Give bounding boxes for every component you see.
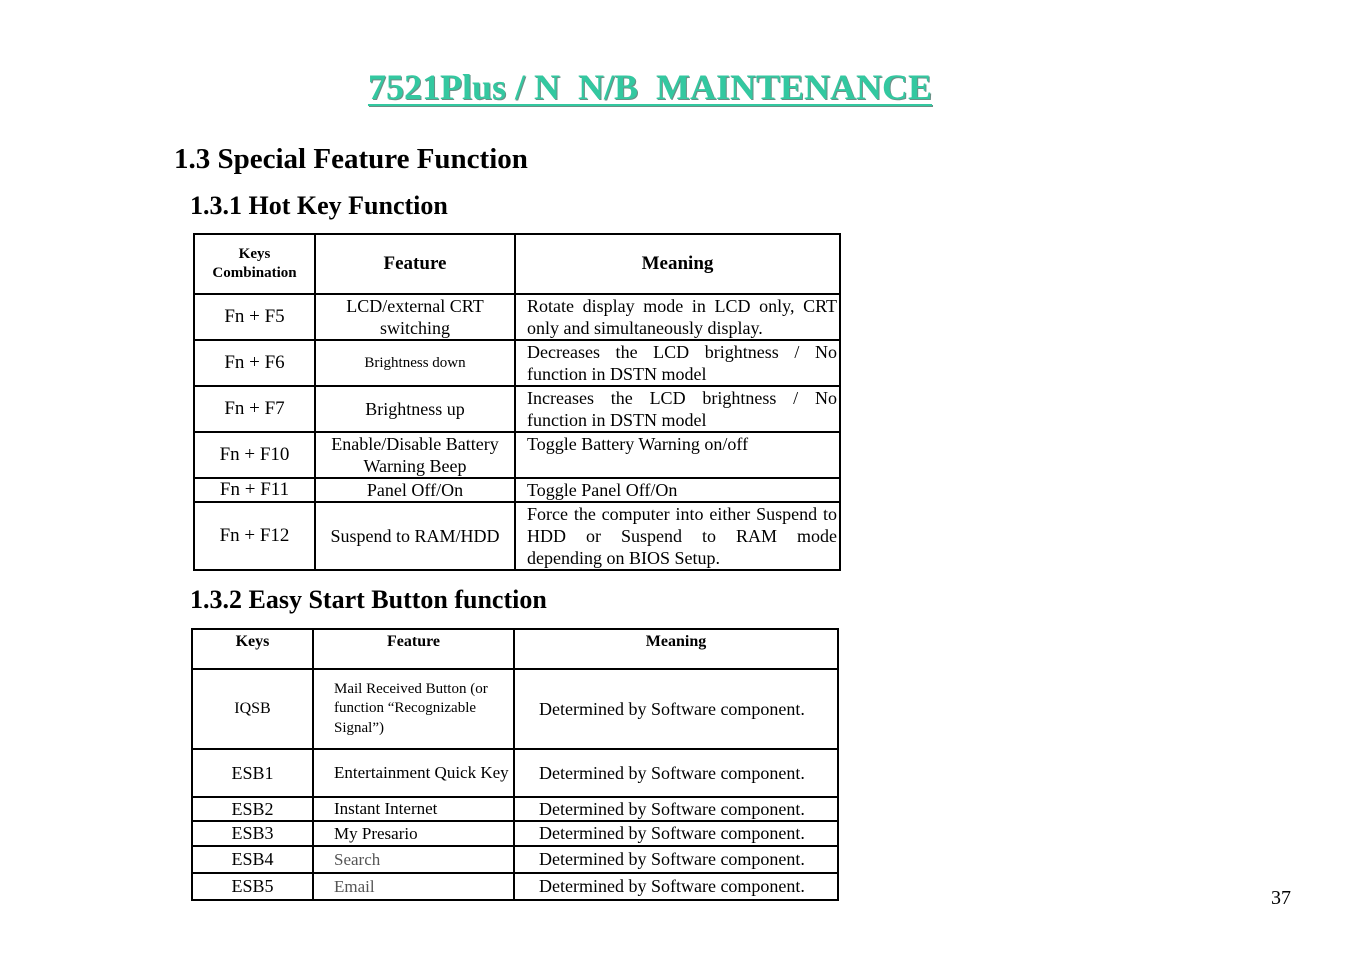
key-cell: Fn + F12 xyxy=(194,502,315,570)
meaning-cell: Toggle Battery Warning on/off xyxy=(515,432,840,478)
key-cell: IQSB xyxy=(192,669,313,749)
key-cell: Fn + F5 xyxy=(194,294,315,340)
table-row xyxy=(194,386,840,432)
key-cell: ESB1 xyxy=(192,749,313,797)
feature-cell: Brightness up xyxy=(315,386,515,432)
section-heading: 1.3 Special Feature Function xyxy=(174,143,528,175)
key-cell: ESB2 xyxy=(192,797,313,821)
feature-cell: LCD/external CRT switching xyxy=(315,294,515,340)
header-keys-label: Keys xyxy=(238,246,271,262)
key-cell: ESB3 xyxy=(192,821,313,846)
hotkey-heading: 1.3.1 Hot Key Function xyxy=(190,191,448,220)
header-meaning: Meaning xyxy=(515,234,840,294)
meaning-cell: Determined by Software component. xyxy=(514,749,838,797)
meaning-cell: Force the computer into either Suspend to HDD or Suspend to RAM mode depending on BIOS Setup. xyxy=(515,502,840,570)
meaning-cell: Rotate display mode in LCD only, CRT only and simultaneously display. xyxy=(515,294,840,340)
table-row xyxy=(194,478,840,502)
table-row xyxy=(194,432,840,478)
header-feature: Feature xyxy=(315,234,515,294)
feature-cell: Mail Received Button (or function “Recognizable Signal”) xyxy=(313,669,514,749)
meaning-cell: Determined by Software component. xyxy=(514,797,838,821)
table-row xyxy=(192,821,838,846)
feature-cell: Suspend to RAM/HDD xyxy=(315,502,515,570)
header-combination-label: Combination xyxy=(212,265,297,281)
key-cell: ESB5 xyxy=(192,873,313,900)
meaning-cell: Determined by Software component. xyxy=(514,669,838,749)
meaning-cell: Increases the LCD brightness / No function in DSTN model xyxy=(515,386,840,432)
header-feature: Feature xyxy=(313,629,514,669)
easy-start-table xyxy=(191,628,839,901)
feature-cell: Email xyxy=(313,873,514,900)
key-cell: Fn + F7 xyxy=(194,386,315,432)
meaning-cell: Determined by Software component. xyxy=(514,846,838,873)
table-row xyxy=(194,502,840,570)
feature-cell: Enable/Disable Battery Warning Beep xyxy=(315,432,515,478)
header-keys: Keys xyxy=(192,629,313,669)
document-title: 7521Plus / N N/B MAINTENANCE xyxy=(367,67,933,107)
table-row xyxy=(194,340,840,386)
table-header-row xyxy=(192,629,838,669)
key-cell: Fn + F11 xyxy=(194,478,315,502)
table-row xyxy=(192,846,838,873)
table-row xyxy=(194,294,840,340)
meaning-cell: Decreases the LCD brightness / No function in DSTN model xyxy=(515,340,840,386)
meaning-cell: Toggle Panel Off/On xyxy=(515,478,840,502)
page-number: 37 xyxy=(1271,887,1291,909)
feature-cell: My Presario xyxy=(313,821,514,846)
key-cell: ESB4 xyxy=(192,846,313,873)
table-row xyxy=(192,797,838,821)
easy-start-heading: 1.3.2 Easy Start Button function xyxy=(190,585,547,614)
header-keys-combination xyxy=(194,234,315,294)
feature-cell: Instant Internet xyxy=(313,797,514,821)
key-cell: Fn + F10 xyxy=(194,432,315,478)
meaning-cell: Determined by Software component. xyxy=(514,821,838,846)
table-row xyxy=(192,873,838,900)
hotkey-table xyxy=(193,233,841,571)
feature-cell: Brightness down xyxy=(315,340,515,386)
feature-cell: Entertainment Quick Key xyxy=(313,749,514,797)
table-row xyxy=(192,669,838,749)
feature-cell: Panel Off/On xyxy=(315,478,515,502)
table-header-row xyxy=(194,234,840,294)
header-meaning: Meaning xyxy=(514,629,838,669)
table-row xyxy=(192,749,838,797)
feature-cell: Search xyxy=(313,846,514,873)
key-cell: Fn + F6 xyxy=(194,340,315,386)
meaning-cell: Determined by Software component. xyxy=(514,873,838,900)
